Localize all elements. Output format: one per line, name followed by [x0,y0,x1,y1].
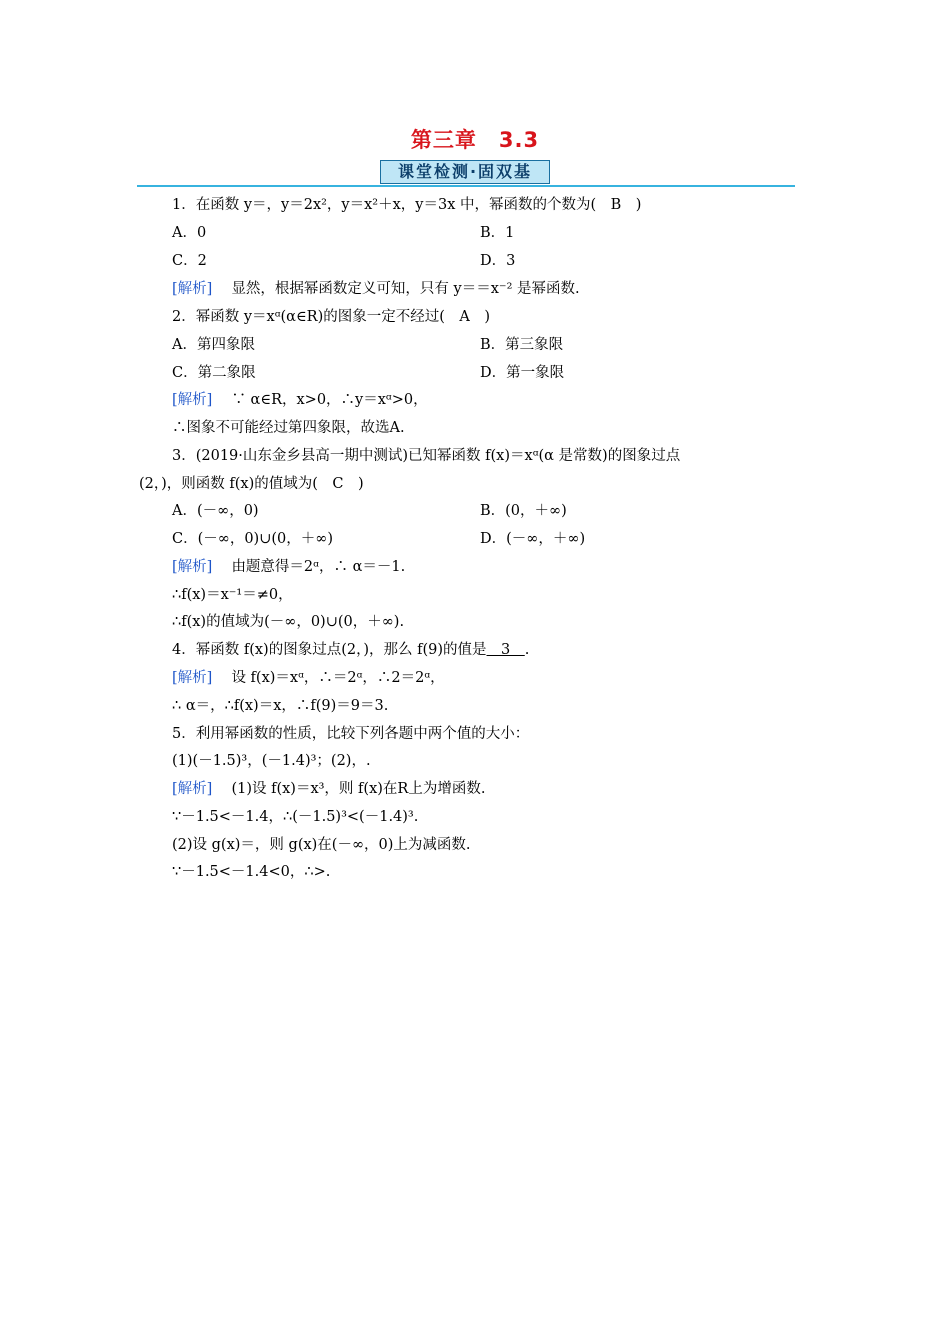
solution-label: [解析] [172,281,213,297]
line-text: D．第一象限 [480,365,565,381]
divider-rule [137,185,795,187]
text-line [172,807,418,827]
page-title: 第三章 3.3 [410,128,540,152]
text-line [172,418,405,438]
line-text: B．第三象限 [480,337,564,353]
line-text: 显然，根据幂函数定义可知，只有 y＝＝x⁻² 是幂函数. [231,281,580,297]
line-text: B．1 [480,225,515,241]
text-line [480,223,514,243]
solution-label: [解析] [172,559,213,575]
line-text: 4．幂函数 f(x)的图象过点(2，)，那么 f(9)的值是 [172,642,487,658]
line-text: C．(－∞，0)∪(0，＋∞) [172,531,333,547]
solution-line [172,390,428,410]
text-line [172,835,471,855]
line-text: ∴图象不可能经过第四象限，故选A. [172,420,405,436]
text-line [480,335,563,355]
line-text: A．(－∞，0) [172,503,259,519]
text-line [139,474,364,494]
text-line [172,640,529,660]
text-line [172,612,404,632]
text-line [172,862,330,882]
text-line [172,696,388,716]
line-text: (1)(－1.5)³，(－1.4)³；(2)，. [172,753,371,769]
line-text: A．0 [172,225,207,241]
solution-line [172,779,485,799]
text-line [172,585,293,605]
line-text: 由题意得＝2ᵅ，∴ α＝－1. [231,559,406,575]
solution-label: [解析] [172,670,213,686]
line-text: (2)设 g(x)＝，则 g(x)在(－∞，0)上为减函数. [172,837,471,853]
line-text: C．第二象限 [172,365,256,381]
section-banner: 课堂检测·固双基 [380,160,550,184]
text-line [172,724,529,744]
text-line [172,501,259,521]
line-text: ∵ α∈R，x>0，∴y＝xᵅ>0， [231,392,428,408]
solution-label: [解析] [172,781,213,797]
text-line [172,446,680,466]
text-line [172,363,256,383]
line-text: D．3 [480,253,516,269]
text-line [172,335,255,355]
text-line [480,501,567,521]
solution-line [172,279,580,299]
text-line [172,223,206,243]
text-line [172,307,490,327]
line-text: (1)设 f(x)＝x³，则 f(x)在R上为增函数. [231,781,486,797]
solution-label: [解析] [172,392,213,408]
line-text: ∴f(x)＝x⁻¹＝≠0， [172,587,293,603]
line-text: ∵－1.5<－1.4<0，∴>. [172,864,331,880]
text-line [480,363,564,383]
line-text: B．(0，＋∞) [480,503,567,519]
line-text: 3．(2019·山东金乡县高一期中测试)已知幂函数 f(x)＝xᵅ(α 是常数)的图象过点 [172,448,681,464]
solution-line [172,557,405,577]
line-text: 5．利用幂函数的性质，比较下列各题中两个值的大小： [172,726,530,742]
line-text: ∴ α＝，∴f(x)＝x，∴f(9)＝9＝3. [172,698,389,714]
line-text: D．(－∞，＋∞) [480,531,586,547]
text-line [480,251,515,271]
line-tail: . [524,642,530,658]
line-text: 2．幂函数 y＝xᵅ(α∈R)的图象一定不经过( A ) [172,309,491,325]
line-text: ∴f(x)的值域为(－∞，0)∪(0，＋∞). [172,614,405,630]
line-text: 1．在函数 y＝，y＝2x²，y＝x²＋x，y＝3x 中，幂函数的个数为( B ) [172,197,642,213]
line-text: (2，)，则函数 f(x)的值域为( C ) [139,476,364,492]
text-line [172,751,371,771]
text-line [172,195,641,215]
line-text: ∵－1.5<－1.4，∴(－1.5)³<(－1.4)³. [172,809,419,825]
line-text: 设 f(x)＝xᵅ，∴＝2ᵅ，∴2＝2ᵅ， [231,670,445,686]
line-text: C．2 [172,253,207,269]
text-line [480,529,585,549]
text-line [172,529,333,549]
line-text: A．第四象限 [172,337,255,353]
solution-line [172,668,445,688]
answer-blank: 3 [486,642,525,658]
text-line [172,251,207,271]
